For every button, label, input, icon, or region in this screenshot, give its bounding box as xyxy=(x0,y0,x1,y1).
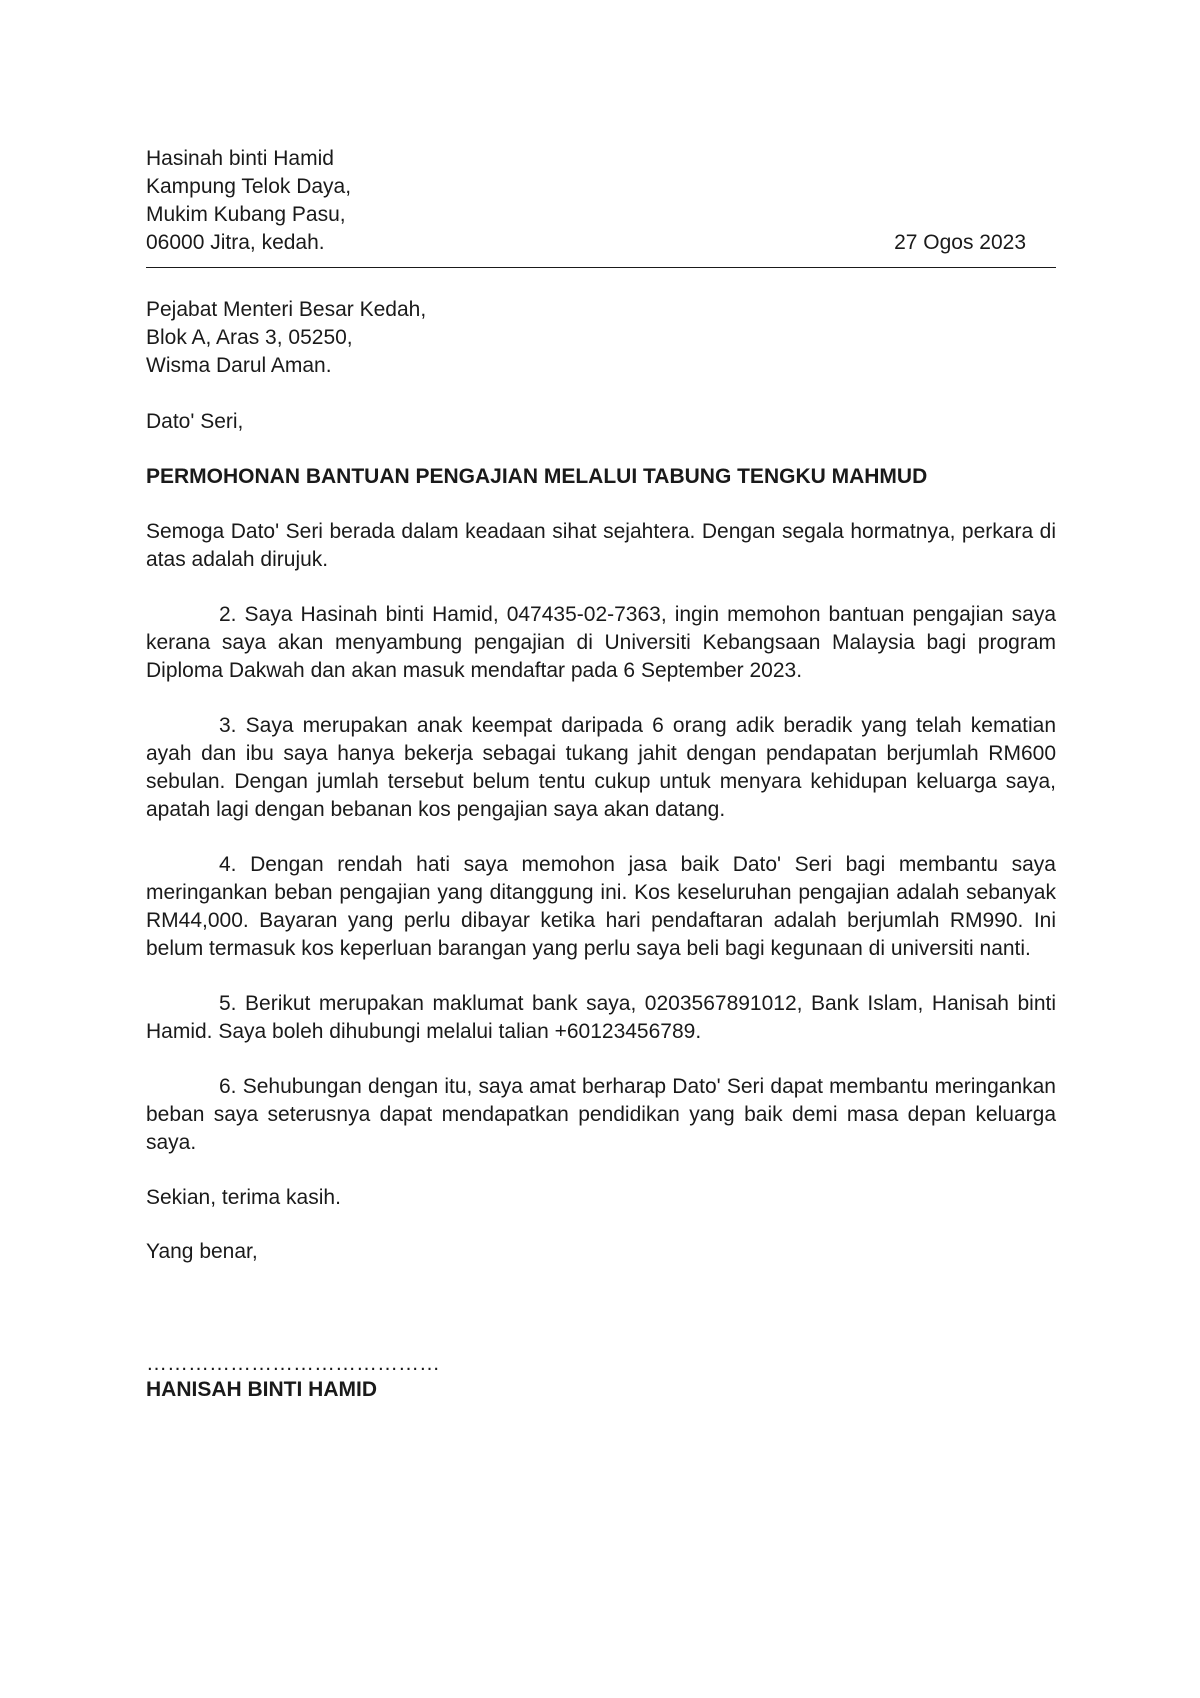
paragraph-4: 4. Dengan rendah hati saya memohon jasa baik Dato' Seri bagi membantu saya meringankan beban pengajian yang ditanggung ini. Kos keseluruhan pengajian adalah sebanyak RM44,000. Bayaran yang perlu dibayar ketika hari pendaftaran adalah berjumlah RM990. Ini belum termasuk kos keperluan barangan yang perlu saya beli bagi kegunaan di universiti nanti. xyxy=(146,853,1056,960)
sender-address-line-1: Kampung Telok Daya, xyxy=(146,175,352,198)
header-divider xyxy=(146,267,1056,268)
paragraph-5: 5. Berikut merupakan maklumat bank saya, 0203567891012, Bank Islam, Hanisah binti Hamid. Saya boleh dihubungi melalui talian +60123456789. xyxy=(146,992,1056,1043)
salutation: Dato' Seri, xyxy=(146,410,244,433)
sender-address xyxy=(146,145,1056,257)
closing-remark: Sekian, terima kasih. xyxy=(146,1186,341,1209)
letter-content xyxy=(146,145,1056,1404)
sender-address-line-2: Mukim Kubang Pasu, xyxy=(146,203,346,226)
recipient-address xyxy=(146,296,1056,380)
recipient-line-1: Pejabat Menteri Besar Kedah, xyxy=(146,298,427,321)
paragraph-1: Semoga Dato' Seri berada dalam keadaan sihat sejahtera. Dengan segala hormatnya, perkara di atas adalah dirujuk. xyxy=(146,520,1056,571)
sender-address-date-row xyxy=(146,229,1026,257)
sender-address-line-3: 06000 Jitra, kedah. xyxy=(146,231,325,254)
sender-name: Hasinah binti Hamid xyxy=(146,147,334,170)
recipient-line-2: Blok A, Aras 3, 05250, xyxy=(146,326,353,349)
paragraph-2: 2. Saya Hasinah binti Hamid, 047435-02-7363, ingin memohon bantuan pengajian saya kerana saya akan menyambung pengajian di Universiti Kebangsaan Malaysia bagi program Diploma Dakwah dan akan masuk mendaftar pada 6 September 2023. xyxy=(146,603,1056,682)
recipient-line-3: Wisma Darul Aman. xyxy=(146,354,332,377)
signature-line: …………………………………… xyxy=(146,1352,440,1375)
signer-name: HANISAH BINTI HAMID xyxy=(146,1378,377,1401)
sign-off: Yang benar, xyxy=(146,1240,258,1263)
paragraph-6: 6. Sehubungan dengan itu, saya amat berharap Dato' Seri dapat membantu meringankan beban saya seterusnya dapat mendapatkan pendidikan yang baik demi masa depan keluarga saya. xyxy=(146,1075,1056,1154)
letter-subject: PERMOHONAN BANTUAN PENGAJIAN MELALUI TABUNG TENGKU MAHMUD xyxy=(146,465,928,488)
paragraph-3: 3. Saya merupakan anak keempat daripada 6 orang adik beradik yang telah kematian ayah dan ibu saya hanya bekerja sebagai tukang jahit dengan pendapatan berjumlah RM600 sebulan. Dengan jumlah tersebut belum tentu cukup untuk menyara kehidupan keluarga saya, apatah lagi dengan bebanan kos pengajian saya akan datang. xyxy=(146,714,1056,821)
letter-date: 27 Ogos 2023 xyxy=(894,231,1026,254)
